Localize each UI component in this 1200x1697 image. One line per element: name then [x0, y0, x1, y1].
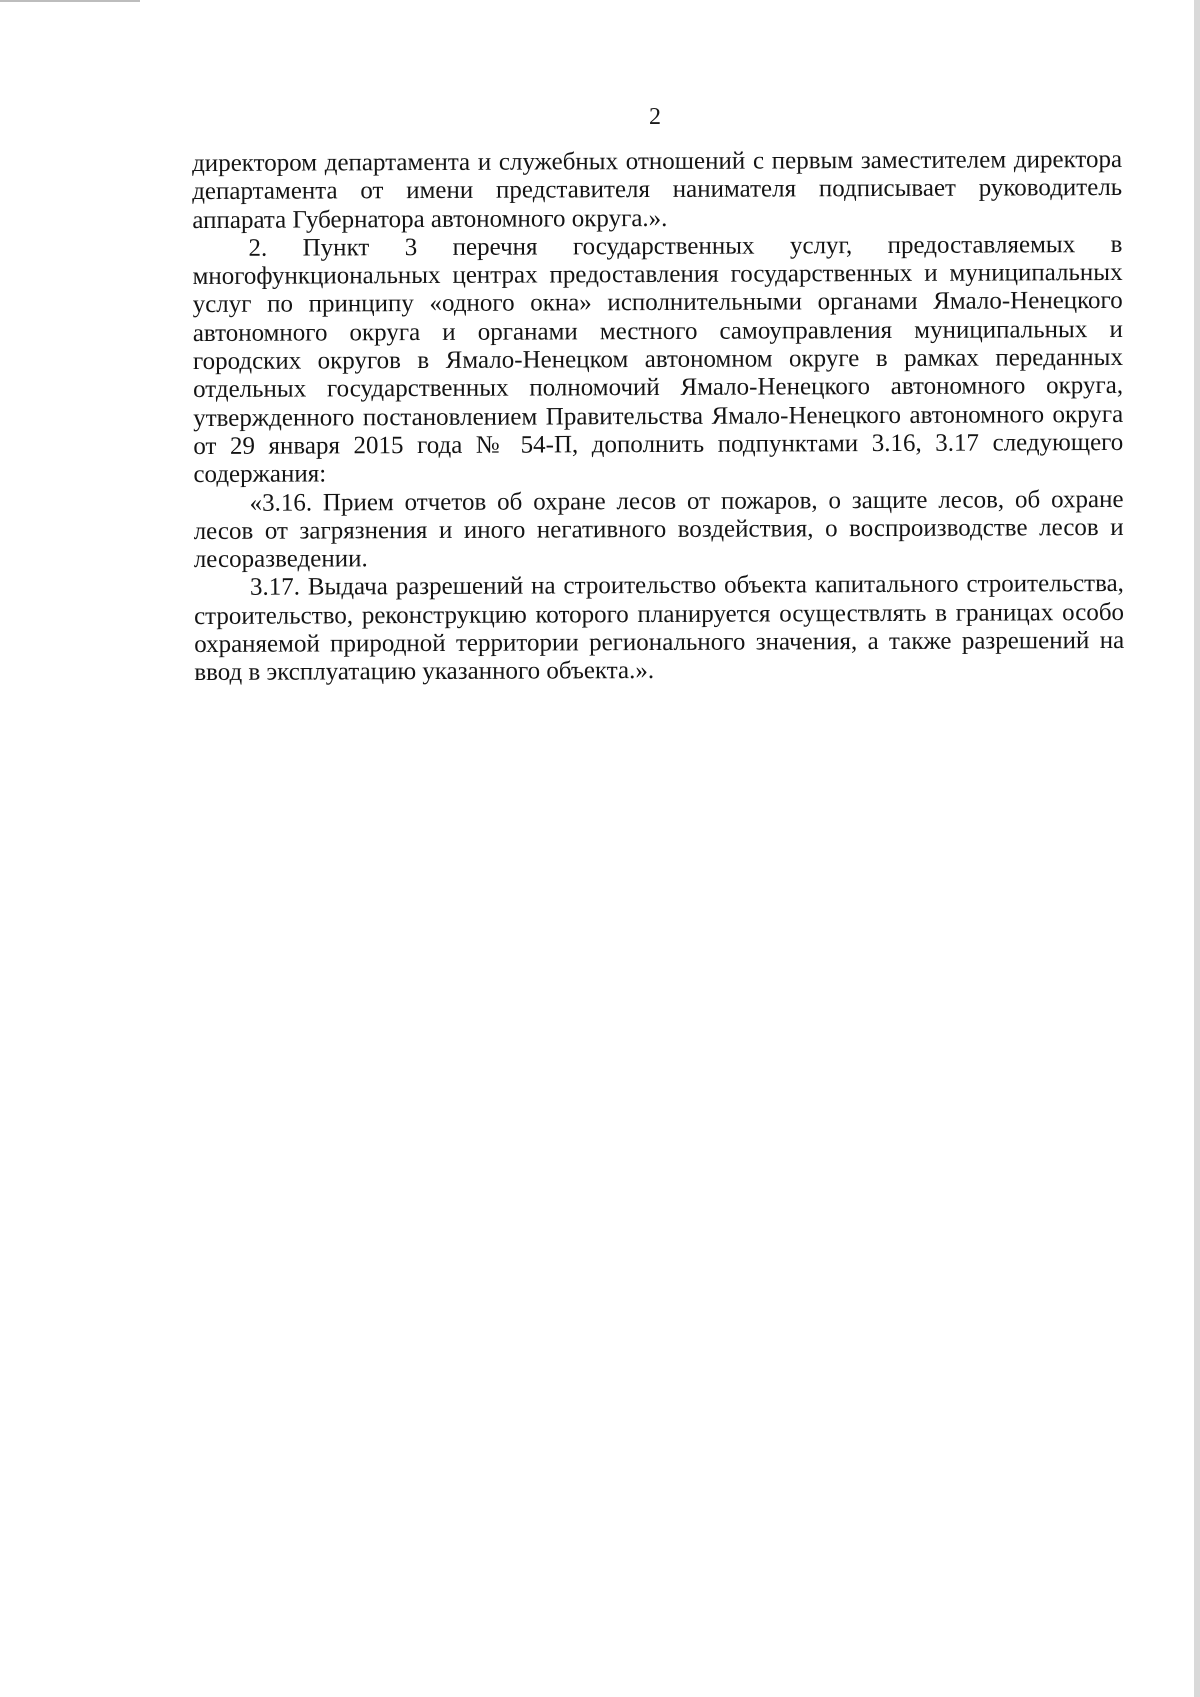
- paragraph-item-2: 2. Пункт 3 перечня государственных услуг, предоставляемых в многофункциональных центрах предоставления государственных и муниципальных услуг по принципу «одного окна» исполнительными органами Ямало-Ненецкого автономного округа и органами местного самоуправления муниципальных и городских округов в Ямало-Ненецком автономном округе в рамках переданных отдельных государственных полномочий Ямало-Ненецкого автономного округа, утвержденного постановлением Правительства Ямало-Ненецкого автономного округа от 29 января 2015 года № 54-П, дополнить подпунктами 3.16, 3.17 следующего содержания:: [192, 230, 1124, 489]
- page-number: 2: [649, 104, 661, 130]
- document-body: [192, 146, 1124, 688]
- scan-edge-right: [1194, 0, 1200, 1697]
- scan-edge-top: [0, 0, 140, 2]
- paragraph-subitem-3-17: 3.17. Выдача разрешений на строительство объекта капитального строительства, строительство, реконструкцию которого планируется осуществлять в границах особо охраняемой природной территории регионального значения, а также разрешений на ввод в эксплуатацию указанного объекта.».: [193, 570, 1125, 687]
- paragraph-subitem-3-16: «3.16. Прием отчетов об охране лесов от пожаров, о защите лесов, об охране лесов от загрязнения и иного негативного воздействия, о воспроизводстве лесов и лесоразведении.: [193, 485, 1124, 574]
- paragraph-continuation: директором департамента и служебных отношений с первым заместителем директора департамента от имени представителя нанимателя подписывает руководитель аппарата Губернатора автономного округа.».: [192, 145, 1123, 234]
